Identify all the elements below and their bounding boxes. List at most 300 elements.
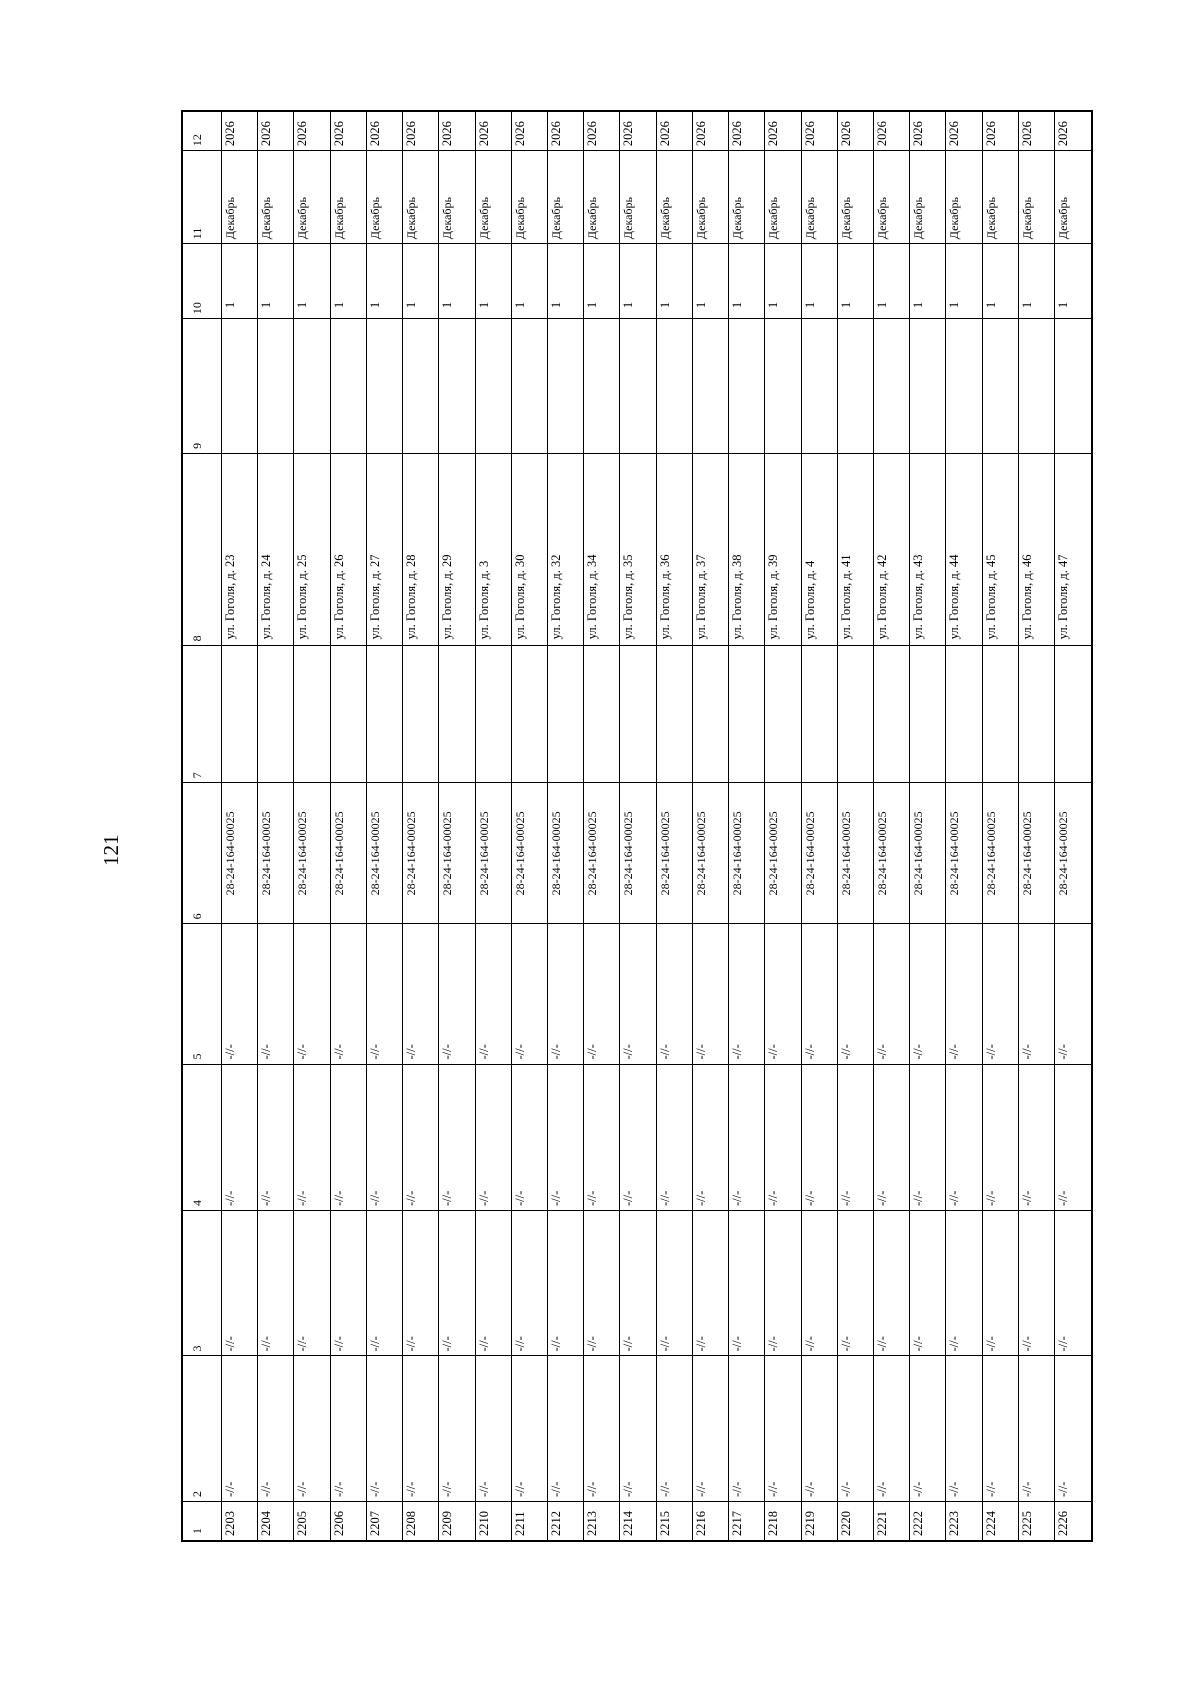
column-4-cell: -//-: [1018, 1064, 1054, 1211]
column-2-cell: -//-: [583, 1356, 619, 1501]
quantity-cell: 1: [330, 244, 366, 319]
table-row: [656, 111, 692, 1541]
column-9-cell: [982, 319, 1018, 454]
column-7-cell: [583, 646, 619, 783]
column-9-cell: [728, 319, 764, 454]
column-2-cell: -//-: [837, 1356, 873, 1501]
column-7-cell: [257, 646, 293, 783]
address-cell: ул. Гоголя, д. 42: [873, 453, 909, 646]
cadastral-number-cell: 28-24-164-00025: [692, 783, 728, 924]
column-9-cell: [547, 319, 583, 454]
column-4-cell: -//-: [837, 1064, 873, 1211]
address-cell: ул. Гоголя, д. 43: [909, 453, 945, 646]
column-4-cell: -//-: [438, 1064, 474, 1211]
quantity-cell: 1: [728, 244, 764, 319]
column-2-cell: -//-: [438, 1356, 474, 1501]
cadastral-number-cell: 28-24-164-00025: [656, 783, 692, 924]
table-row: [475, 111, 511, 1541]
quantity-cell: 1: [619, 244, 655, 319]
month-cell: Декабрь: [909, 151, 945, 244]
column-3-cell: -//-: [221, 1211, 257, 1356]
column-5-cell: -//-: [982, 924, 1018, 1064]
column-5-cell: -//-: [257, 924, 293, 1064]
column-5-cell: -//-: [692, 924, 728, 1064]
year-cell: 2026: [764, 111, 800, 151]
cadastral-number-cell: 28-24-164-00025: [1054, 783, 1091, 924]
column-5-cell: -//-: [728, 924, 764, 1064]
month-cell: Декабрь: [873, 151, 909, 244]
column-3-cell: -//-: [728, 1211, 764, 1356]
month-cell: Декабрь: [293, 151, 329, 244]
column-7-cell: [475, 646, 511, 783]
column-3-cell: -//-: [293, 1211, 329, 1356]
month-cell: Декабрь: [547, 151, 583, 244]
column-5-cell: -//-: [583, 924, 619, 1064]
document-table-container: [181, 110, 1093, 1542]
month-cell: Декабрь: [619, 151, 655, 244]
year-cell: 2026: [1018, 111, 1054, 151]
column-9-cell: [221, 319, 257, 454]
row-number-cell: 2226: [1054, 1501, 1091, 1541]
year-cell: 2026: [1054, 111, 1091, 151]
year-cell: 2026: [982, 111, 1018, 151]
column-7-cell: [547, 646, 583, 783]
table-row: [728, 111, 764, 1541]
column-2-cell: -//-: [619, 1356, 655, 1501]
address-cell: ул. Гоголя, д. 30: [511, 453, 547, 646]
column-9-cell: [583, 319, 619, 454]
column-5-cell: -//-: [764, 924, 800, 1064]
column-9-cell: [438, 319, 474, 454]
column-7-cell: [438, 646, 474, 783]
quantity-cell: 1: [257, 244, 293, 319]
cadastral-number-cell: 28-24-164-00025: [402, 783, 438, 924]
address-cell: ул. Гоголя, д. 27: [366, 453, 402, 646]
quantity-cell: 1: [909, 244, 945, 319]
column-2-cell: -//-: [909, 1356, 945, 1501]
column-7-cell: [692, 646, 728, 783]
column-9-cell: [402, 319, 438, 454]
cadastral-number-cell: 28-24-164-00025: [366, 783, 402, 924]
column-5-cell: -//-: [1018, 924, 1054, 1064]
column-5-cell: -//-: [801, 924, 837, 1064]
address-cell: ул. Гоголя, д. 34: [583, 453, 619, 646]
row-number-cell: 2204: [257, 1501, 293, 1541]
column-4-cell: -//-: [1054, 1064, 1091, 1211]
address-cell: ул. Гоголя, д. 29: [438, 453, 474, 646]
row-number-cell: 2209: [438, 1501, 474, 1541]
column-7-cell: [764, 646, 800, 783]
cadastral-number-cell: 28-24-164-00025: [583, 783, 619, 924]
column-2-cell: -//-: [873, 1356, 909, 1501]
column-4-cell: -//-: [764, 1064, 800, 1211]
year-cell: 2026: [909, 111, 945, 151]
column-9-cell: [764, 319, 800, 454]
column-5-cell: -//-: [366, 924, 402, 1064]
column-4-cell: -//-: [221, 1064, 257, 1211]
table-row: [1018, 111, 1054, 1541]
column-4-cell: -//-: [293, 1064, 329, 1211]
column-5-cell: -//-: [511, 924, 547, 1064]
month-cell: Декабрь: [764, 151, 800, 244]
column-3-cell: -//-: [257, 1211, 293, 1356]
column-7-cell: [1054, 646, 1091, 783]
page-number: 121: [99, 834, 123, 866]
cadastral-number-cell: 28-24-164-00025: [728, 783, 764, 924]
column-header-row: [182, 111, 222, 1541]
column-4-cell: -//-: [583, 1064, 619, 1211]
month-cell: Декабрь: [221, 151, 257, 244]
document-table: [181, 110, 1093, 1542]
column-9-cell: [330, 319, 366, 454]
column-3-cell: -//-: [945, 1211, 981, 1356]
quantity-cell: 1: [837, 244, 873, 319]
row-number-cell: 2212: [547, 1501, 583, 1541]
row-number-cell: 2215: [656, 1501, 692, 1541]
month-cell: Декабрь: [728, 151, 764, 244]
row-number-cell: 2207: [366, 1501, 402, 1541]
address-cell: ул. Гоголя, д. 37: [692, 453, 728, 646]
cadastral-number-cell: 28-24-164-00025: [475, 783, 511, 924]
column-header: 2: [182, 1356, 222, 1501]
column-7-cell: [366, 646, 402, 783]
column-5-cell: -//-: [837, 924, 873, 1064]
column-4-cell: -//-: [257, 1064, 293, 1211]
column-5-cell: -//-: [1054, 924, 1091, 1064]
year-cell: 2026: [583, 111, 619, 151]
month-cell: Декабрь: [945, 151, 981, 244]
column-3-cell: -//-: [873, 1211, 909, 1356]
row-number-cell: 2224: [982, 1501, 1018, 1541]
table-row: [619, 111, 655, 1541]
table-row: [366, 111, 402, 1541]
address-cell: ул. Гоголя, д. 39: [764, 453, 800, 646]
column-9-cell: [293, 319, 329, 454]
table-row: [873, 111, 909, 1541]
column-2-cell: -//-: [257, 1356, 293, 1501]
address-cell: ул. Гоголя, д. 41: [837, 453, 873, 646]
table-row: [764, 111, 800, 1541]
column-9-cell: [257, 319, 293, 454]
column-7-cell: [511, 646, 547, 783]
column-3-cell: -//-: [1018, 1211, 1054, 1356]
address-cell: ул. Гоголя, д. 45: [982, 453, 1018, 646]
column-4-cell: -//-: [330, 1064, 366, 1211]
column-7-cell: [909, 646, 945, 783]
column-7-cell: [330, 646, 366, 783]
column-2-cell: -//-: [547, 1356, 583, 1501]
column-3-cell: -//-: [837, 1211, 873, 1356]
row-number-cell: 2218: [764, 1501, 800, 1541]
table-row: [1054, 111, 1091, 1541]
column-4-cell: -//-: [982, 1064, 1018, 1211]
month-cell: Декабрь: [511, 151, 547, 244]
quantity-cell: 1: [438, 244, 474, 319]
column-7-cell: [293, 646, 329, 783]
month-cell: Декабрь: [475, 151, 511, 244]
row-number-cell: 2213: [583, 1501, 619, 1541]
column-9-cell: [619, 319, 655, 454]
year-cell: 2026: [330, 111, 366, 151]
address-cell: ул. Гоголя, д. 4: [801, 453, 837, 646]
column-4-cell: -//-: [945, 1064, 981, 1211]
column-5-cell: -//-: [909, 924, 945, 1064]
year-cell: 2026: [945, 111, 981, 151]
column-3-cell: -//-: [438, 1211, 474, 1356]
year-cell: 2026: [511, 111, 547, 151]
column-3-cell: -//-: [982, 1211, 1018, 1356]
column-9-cell: [692, 319, 728, 454]
column-header: 5: [182, 924, 222, 1064]
year-cell: 2026: [728, 111, 764, 151]
address-cell: ул. Гоголя, д. 24: [257, 453, 293, 646]
table-row: [982, 111, 1018, 1541]
column-9-cell: [656, 319, 692, 454]
column-4-cell: -//-: [909, 1064, 945, 1211]
year-cell: 2026: [221, 111, 257, 151]
table-row: [257, 111, 293, 1541]
address-cell: ул. Гоголя, д. 25: [293, 453, 329, 646]
column-7-cell: [221, 646, 257, 783]
column-4-cell: -//-: [728, 1064, 764, 1211]
column-9-cell: [1054, 319, 1091, 454]
column-4-cell: -//-: [656, 1064, 692, 1211]
table-row: [330, 111, 366, 1541]
column-9-cell: [873, 319, 909, 454]
column-3-cell: -//-: [1054, 1211, 1091, 1356]
quantity-cell: 1: [801, 244, 837, 319]
table-row: [837, 111, 873, 1541]
quantity-cell: 1: [547, 244, 583, 319]
column-7-cell: [728, 646, 764, 783]
year-cell: 2026: [837, 111, 873, 151]
column-7-cell: [1018, 646, 1054, 783]
column-5-cell: -//-: [873, 924, 909, 1064]
column-5-cell: -//-: [619, 924, 655, 1064]
column-5-cell: -//-: [293, 924, 329, 1064]
table-row: [511, 111, 547, 1541]
column-2-cell: -//-: [1018, 1356, 1054, 1501]
quantity-cell: 1: [656, 244, 692, 319]
row-number-cell: 2210: [475, 1501, 511, 1541]
column-5-cell: -//-: [475, 924, 511, 1064]
column-7-cell: [619, 646, 655, 783]
column-2-cell: -//-: [475, 1356, 511, 1501]
column-2-cell: -//-: [402, 1356, 438, 1501]
year-cell: 2026: [257, 111, 293, 151]
year-cell: 2026: [656, 111, 692, 151]
cadastral-number-cell: 28-24-164-00025: [909, 783, 945, 924]
table-row: [945, 111, 981, 1541]
column-7-cell: [837, 646, 873, 783]
cadastral-number-cell: 28-24-164-00025: [764, 783, 800, 924]
table-row: [547, 111, 583, 1541]
month-cell: Декабрь: [257, 151, 293, 244]
column-9-cell: [945, 319, 981, 454]
column-3-cell: -//-: [330, 1211, 366, 1356]
row-number-cell: 2220: [837, 1501, 873, 1541]
column-header: 9: [182, 319, 222, 454]
cadastral-number-cell: 28-24-164-00025: [257, 783, 293, 924]
cadastral-number-cell: 28-24-164-00025: [511, 783, 547, 924]
quantity-cell: 1: [475, 244, 511, 319]
column-5-cell: -//-: [547, 924, 583, 1064]
year-cell: 2026: [547, 111, 583, 151]
quantity-cell: 1: [583, 244, 619, 319]
column-3-cell: -//-: [801, 1211, 837, 1356]
row-number-cell: 2216: [692, 1501, 728, 1541]
table-row: [583, 111, 619, 1541]
month-cell: Декабрь: [1018, 151, 1054, 244]
column-9-cell: [909, 319, 945, 454]
year-cell: 2026: [402, 111, 438, 151]
column-7-cell: [402, 646, 438, 783]
column-3-cell: -//-: [547, 1211, 583, 1356]
column-3-cell: -//-: [366, 1211, 402, 1356]
cadastral-number-cell: 28-24-164-00025: [547, 783, 583, 924]
column-4-cell: -//-: [873, 1064, 909, 1211]
month-cell: Декабрь: [656, 151, 692, 244]
row-number-cell: 2222: [909, 1501, 945, 1541]
row-number-cell: 2214: [619, 1501, 655, 1541]
column-2-cell: -//-: [293, 1356, 329, 1501]
row-number-cell: 2223: [945, 1501, 981, 1541]
year-cell: 2026: [619, 111, 655, 151]
row-number-cell: 2205: [293, 1501, 329, 1541]
quantity-cell: 1: [293, 244, 329, 319]
address-cell: ул. Гоголя, д. 26: [330, 453, 366, 646]
cadastral-number-cell: 28-24-164-00025: [837, 783, 873, 924]
row-number-cell: 2211: [511, 1501, 547, 1541]
column-2-cell: -//-: [366, 1356, 402, 1501]
address-cell: ул. Гоголя, д. 44: [945, 453, 981, 646]
column-header: 7: [182, 646, 222, 783]
column-4-cell: -//-: [801, 1064, 837, 1211]
table-row: [692, 111, 728, 1541]
address-cell: ул. Гоголя, д. 28: [402, 453, 438, 646]
column-header: 4: [182, 1064, 222, 1211]
month-cell: Декабрь: [438, 151, 474, 244]
column-2-cell: -//-: [221, 1356, 257, 1501]
column-header: 1: [182, 1501, 222, 1541]
column-9-cell: [475, 319, 511, 454]
year-cell: 2026: [475, 111, 511, 151]
row-number-cell: 2203: [221, 1501, 257, 1541]
column-2-cell: -//-: [692, 1356, 728, 1501]
month-cell: Декабрь: [692, 151, 728, 244]
column-3-cell: -//-: [583, 1211, 619, 1356]
month-cell: Декабрь: [801, 151, 837, 244]
cadastral-number-cell: 28-24-164-00025: [221, 783, 257, 924]
address-cell: ул. Гоголя, д. 46: [1018, 453, 1054, 646]
column-3-cell: -//-: [511, 1211, 547, 1356]
cadastral-number-cell: 28-24-164-00025: [873, 783, 909, 924]
column-2-cell: -//-: [728, 1356, 764, 1501]
quantity-cell: 1: [1054, 244, 1091, 319]
quantity-cell: 1: [764, 244, 800, 319]
month-cell: Декабрь: [982, 151, 1018, 244]
column-5-cell: -//-: [402, 924, 438, 1064]
quantity-cell: 1: [982, 244, 1018, 319]
column-2-cell: -//-: [1054, 1356, 1091, 1501]
column-3-cell: -//-: [909, 1211, 945, 1356]
column-3-cell: -//-: [402, 1211, 438, 1356]
column-7-cell: [945, 646, 981, 783]
column-2-cell: -//-: [764, 1356, 800, 1501]
year-cell: 2026: [438, 111, 474, 151]
address-cell: ул. Гоголя, д. 23: [221, 453, 257, 646]
column-4-cell: -//-: [475, 1064, 511, 1211]
column-5-cell: -//-: [330, 924, 366, 1064]
quantity-cell: 1: [511, 244, 547, 319]
column-9-cell: [511, 319, 547, 454]
quantity-cell: 1: [873, 244, 909, 319]
quantity-cell: 1: [1018, 244, 1054, 319]
table-row: [293, 111, 329, 1541]
column-9-cell: [837, 319, 873, 454]
column-4-cell: -//-: [511, 1064, 547, 1211]
column-4-cell: -//-: [366, 1064, 402, 1211]
quantity-cell: 1: [221, 244, 257, 319]
year-cell: 2026: [293, 111, 329, 151]
column-9-cell: [1018, 319, 1054, 454]
month-cell: Декабрь: [330, 151, 366, 244]
column-9-cell: [801, 319, 837, 454]
year-cell: 2026: [692, 111, 728, 151]
table-row: [402, 111, 438, 1541]
column-header: 12: [182, 111, 222, 151]
column-2-cell: -//-: [656, 1356, 692, 1501]
row-number-cell: 2217: [728, 1501, 764, 1541]
quantity-cell: 1: [402, 244, 438, 319]
address-cell: ул. Гоголя, д. 3: [475, 453, 511, 646]
cadastral-number-cell: 28-24-164-00025: [945, 783, 981, 924]
row-number-cell: 2221: [873, 1501, 909, 1541]
column-7-cell: [656, 646, 692, 783]
month-cell: Декабрь: [1054, 151, 1091, 244]
column-9-cell: [366, 319, 402, 454]
address-cell: ул. Гоголя, д. 36: [656, 453, 692, 646]
table-row: [221, 111, 257, 1541]
column-3-cell: -//-: [475, 1211, 511, 1356]
column-7-cell: [982, 646, 1018, 783]
column-2-cell: -//-: [330, 1356, 366, 1501]
month-cell: Декабрь: [402, 151, 438, 244]
column-4-cell: -//-: [402, 1064, 438, 1211]
cadastral-number-cell: 28-24-164-00025: [293, 783, 329, 924]
cadastral-number-cell: 28-24-164-00025: [982, 783, 1018, 924]
address-cell: ул. Гоголя, д. 38: [728, 453, 764, 646]
quantity-cell: 1: [366, 244, 402, 319]
column-4-cell: -//-: [619, 1064, 655, 1211]
column-2-cell: -//-: [511, 1356, 547, 1501]
column-header: 6: [182, 783, 222, 924]
column-5-cell: -//-: [221, 924, 257, 1064]
column-7-cell: [801, 646, 837, 783]
column-2-cell: -//-: [982, 1356, 1018, 1501]
year-cell: 2026: [366, 111, 402, 151]
cadastral-number-cell: 28-24-164-00025: [438, 783, 474, 924]
address-cell: ул. Гоголя, д. 35: [619, 453, 655, 646]
column-3-cell: -//-: [656, 1211, 692, 1356]
column-2-cell: -//-: [801, 1356, 837, 1501]
month-cell: Декабрь: [583, 151, 619, 244]
column-4-cell: -//-: [547, 1064, 583, 1211]
quantity-cell: 1: [945, 244, 981, 319]
year-cell: 2026: [801, 111, 837, 151]
cadastral-number-cell: 28-24-164-00025: [1018, 783, 1054, 924]
year-cell: 2026: [873, 111, 909, 151]
